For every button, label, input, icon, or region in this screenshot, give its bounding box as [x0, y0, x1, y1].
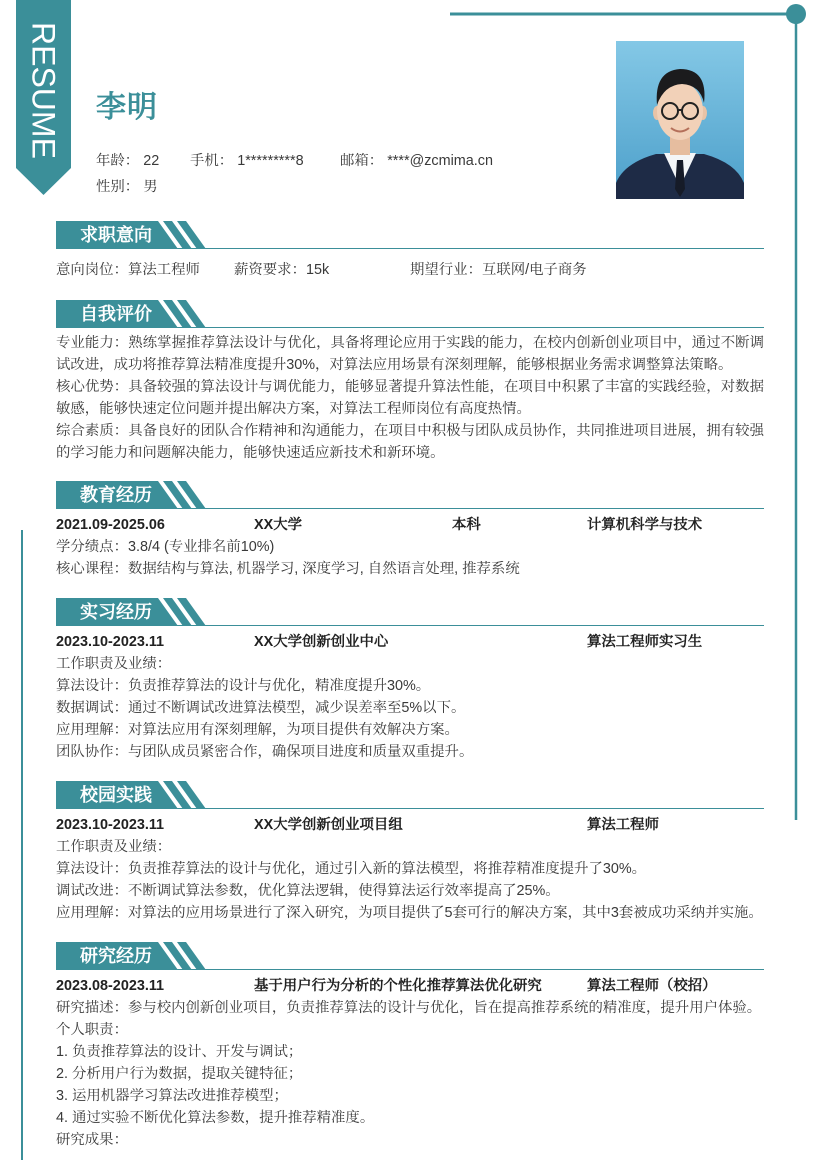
age-value: 22	[143, 153, 160, 169]
section-header	[56, 481, 764, 509]
campus-detail: 应用理解：对算法的应用场景进行了深入研究，为项目提供了5套可行的解决方案，其中3套被成功采纳并实施。	[56, 905, 763, 921]
section-divider	[56, 508, 764, 509]
education-period: 2021.09-2025.06	[56, 517, 165, 533]
campus-detail: 工作职责及业绩：	[56, 839, 172, 855]
email-info	[340, 150, 493, 172]
intent-position: 意向岗位：算法工程师	[56, 262, 200, 278]
campus-period: 2023.10-2023.11	[56, 817, 165, 833]
section-divider	[56, 808, 764, 809]
self-eval-paragraph: 专业能力：熟练掌握推荐算法设计与优化，具备将理论应用于实践的能力，在校内创新创业项目中，通过不断调试改进，成功将推荐算法精准度提升30%，对算法应用场景有深刻理解，能够根据业务需求调整算法策略。	[56, 335, 764, 373]
profile-photo	[616, 41, 744, 199]
research-row	[56, 975, 764, 997]
self-eval-paragraph: 综合素质：具备良好的团队合作精神和沟通能力，在项目中积极与团队成员协作，共同推进项目进展，拥有较强的学习能力和问题解决能力，能够快速适应新技术和新环境。	[56, 423, 764, 461]
section-title: 自我评价	[80, 304, 152, 324]
research-topic: 基于用户行为分析的个性化推荐算法优化研究	[254, 978, 542, 994]
self-eval-paragraph: 核心优势：具备较强的算法设计与调优能力，能够显著提升算法性能，在项目中积累了丰富的实践经验，对数据敏感，能够快速定位问题并提出解决方案，对算法工程师岗位有高度热情。	[56, 379, 764, 417]
campus-row	[56, 814, 764, 836]
intent-salary: 薪资要求：15k	[234, 262, 330, 278]
age-info	[96, 150, 159, 172]
intent-industry: 期望行业：互联网/电子商务	[410, 262, 587, 278]
internship-detail: 算法设计：负责推荐算法的设计与优化，精准度提升30%。	[56, 678, 431, 694]
education-major: 计算机科学与技术	[587, 517, 703, 533]
frame-dot	[786, 4, 806, 24]
section-education	[56, 481, 764, 577]
section-internship	[56, 598, 764, 760]
section-header	[56, 781, 764, 809]
education-detail: 核心课程：数据结构与算法, 机器学习, 深度学习, 自然语言处理, 推荐系统	[56, 561, 520, 577]
section-title: 校园实践	[80, 785, 152, 805]
section-body	[56, 332, 764, 464]
research-detail: 2. 分析用户行为数据，提取关键特征；	[56, 1066, 303, 1082]
section-title: 求职意向	[80, 225, 152, 245]
research-period: 2023.08-2023.11	[56, 978, 165, 994]
gender-value: 男	[143, 179, 158, 195]
section-body	[56, 259, 764, 281]
section-header	[56, 300, 764, 328]
left-frame-line	[21, 530, 23, 1160]
section-campus-practice	[56, 781, 764, 921]
internship-row	[56, 631, 764, 653]
resume-ribbon	[0, 0, 90, 200]
section-title: 实习经历	[80, 602, 152, 622]
internship-org: XX大学创新创业中心	[254, 634, 389, 650]
internship-period: 2023.10-2023.11	[56, 634, 165, 650]
email-value: ****@zcmima.cn	[387, 153, 493, 169]
campus-detail: 算法设计：负责推荐算法的设计与优化，通过引入新的算法模型，将推荐精准度提升了30%。	[56, 861, 647, 877]
section-self-evaluation	[56, 300, 764, 461]
section-title: 教育经历	[80, 485, 152, 505]
section-header	[56, 598, 764, 626]
research-detail: 4. 通过实验不断优化算法参数，提升推荐精准度。	[56, 1110, 375, 1126]
phone-info	[190, 150, 304, 172]
section-header	[56, 221, 764, 249]
section-divider	[56, 625, 764, 626]
email-label: 邮箱：	[340, 153, 384, 169]
phone-label: 手机：	[190, 153, 234, 169]
gender-label: 性别：	[96, 179, 140, 195]
campus-detail: 调试改进：不断调试算法参数，优化算法逻辑，使得算法运行效率提高了25%。	[56, 883, 560, 899]
campus-role: 算法工程师	[587, 817, 659, 833]
section-body	[56, 975, 764, 1151]
education-detail: 学分绩点：3.8/4 (专业排名前10%)	[56, 539, 275, 555]
campus-org: XX大学创新创业项目组	[254, 817, 403, 833]
section-body	[56, 814, 764, 924]
ribbon-label: RESUME	[25, 22, 62, 159]
gender-info	[96, 176, 158, 198]
section-divider	[56, 248, 764, 249]
research-detail: 研究描述：参与校内创新创业项目，负责推荐算法的设计与优化，旨在提高推荐系统的精准度，提升用户体验。	[56, 1000, 762, 1016]
internship-detail: 团队协作：与团队成员紧密合作，确保项目进度和质量双重提升。	[56, 744, 474, 760]
section-divider	[56, 327, 764, 328]
research-detail: 3. 运用机器学习算法改进推荐模型；	[56, 1088, 288, 1104]
education-school: XX大学	[254, 517, 302, 533]
research-role: 算法工程师（校招）	[587, 978, 717, 994]
section-job-intent	[56, 221, 764, 278]
section-body	[56, 514, 764, 580]
phone-value: 1*********8	[237, 153, 304, 169]
research-detail: 1. 负责推荐算法的设计、开发与调试；	[56, 1044, 303, 1060]
education-degree: 本科	[452, 517, 481, 533]
internship-detail: 应用理解：对算法应用有深刻理解，为项目提供有效解决方案。	[56, 722, 459, 738]
section-divider	[56, 969, 764, 970]
section-header	[56, 942, 764, 970]
internship-detail: 工作职责及业绩：	[56, 656, 172, 672]
intent-row	[56, 259, 764, 281]
section-title: 研究经历	[80, 946, 152, 966]
internship-detail: 数据调试：通过不断调试改进算法模型，减少误差率至5%以下。	[56, 700, 466, 716]
section-body	[56, 631, 764, 763]
research-detail: 个人职责：	[56, 1022, 128, 1038]
section-research	[56, 942, 764, 1148]
candidate-name: 李明	[96, 91, 158, 124]
education-row	[56, 514, 764, 536]
age-label: 年龄：	[96, 153, 140, 169]
research-detail: 研究成果：	[56, 1132, 128, 1148]
internship-role: 算法工程师实习生	[587, 634, 703, 650]
